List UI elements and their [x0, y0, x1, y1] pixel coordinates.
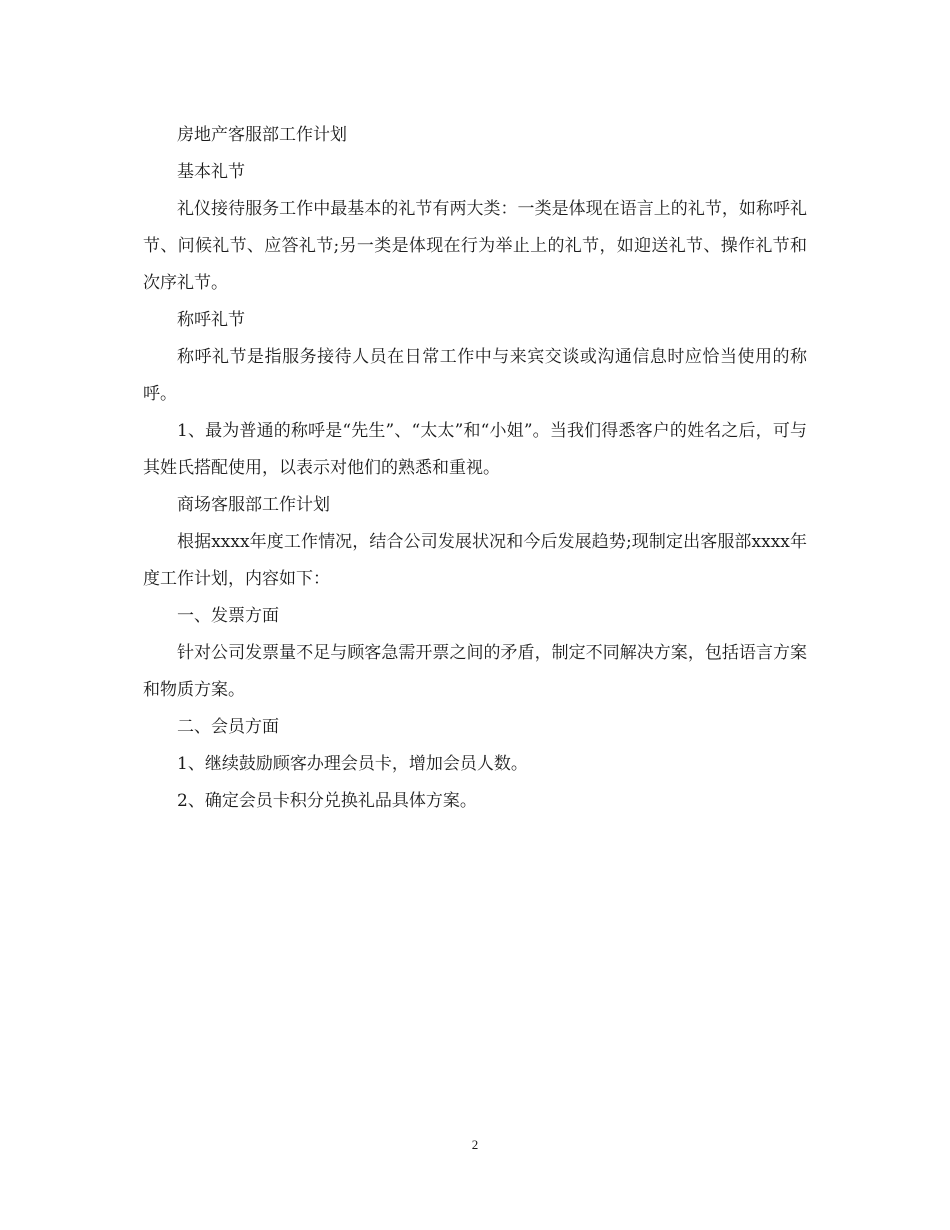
document-body [143, 117, 807, 820]
section-heading-address-etiquette: 称呼礼节 [177, 310, 245, 330]
paragraph-etiquette-types: 礼仪接待服务工作中最基本的礼节有两大类：一类是体现在语言上的礼节，如称呼礼节、问候礼节、应答礼节;另一类是体现在行为举止上的礼节，如迎送礼节、操作礼节和次序礼节。 [143, 199, 807, 293]
paragraph-plan-intro: 根据xxxx年度工作情况，结合公司发展状况和今后发展趋势;现制定出客服部xxxx年度工作计划，内容如下： [143, 532, 807, 589]
section-heading-membership: 二、会员方面 [177, 717, 279, 737]
paragraph-address-definition: 称呼礼节是指服务接待人员在日常工作中与来宾交谈或沟通信息时应恰当使用的称呼。 [143, 347, 807, 404]
list-item-membership-1: 1、继续鼓励顾客办理会员卡，增加会员人数。 [177, 754, 528, 774]
paragraph-invoice-solution: 针对公司发票量不足与顾客急需开票之间的矛盾，制定不同解决方案，包括语言方案和物质方案。 [143, 643, 807, 700]
section-heading-invoice: 一、发票方面 [177, 606, 279, 626]
paragraph-common-titles: 1、最为普通的称呼是“先生”、“太太”和“小姐”。当我们得悉客户的姓名之后，可与其姓氏搭配使用，以表示对他们的熟悉和重视。 [143, 421, 807, 478]
page-number: 2 [471, 1137, 479, 1152]
section-heading-basic-etiquette: 基本礼节 [177, 162, 245, 182]
document-title: 房地产客服部工作计划 [177, 125, 347, 145]
section-heading-mall-plan: 商场客服部工作计划 [177, 495, 330, 515]
list-item-membership-2: 2、确定会员卡积分兑换礼品具体方案。 [177, 791, 477, 811]
